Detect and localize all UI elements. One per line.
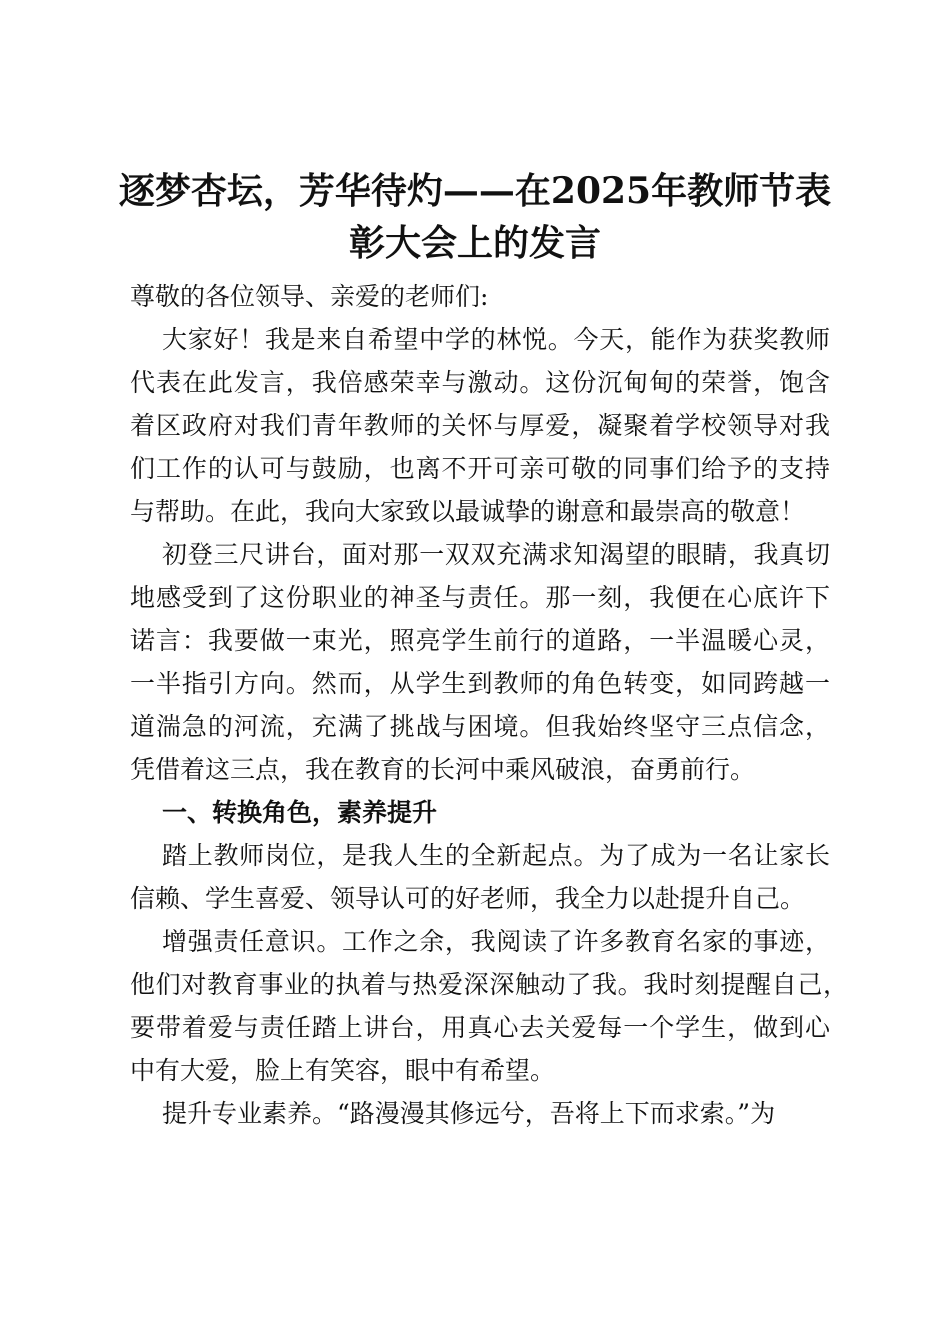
text-line: 中有大爱，脸上有笑容，眼中有希望。 — [130, 1056, 556, 1085]
title-line: 逐梦杏坛，芳华待灼——在2025年教师节表 — [118, 170, 832, 212]
text-line: 道湍急的河流，充满了挑战与困境。但我始终坚守三点信念， — [130, 712, 830, 741]
text-line: 踏上教师岗位，是我人生的全新起点。为了成为一名让家长 — [162, 841, 830, 870]
text-line: 初登三尺讲台，面对那一双双充满求知渴望的眼睛，我真切 — [162, 540, 830, 569]
document-title — [115, 165, 835, 269]
paragraph — [130, 1094, 830, 1137]
text-line: 增强责任意识。工作之余，我阅读了许多教育名家的事迹， — [162, 927, 830, 956]
document-body — [130, 277, 848, 1137]
text-line: 提升专业素养。“路漫漫其修远兮，吾将上下而求索。”为 — [162, 1099, 776, 1128]
paragraph — [130, 535, 830, 793]
paragraph — [130, 836, 830, 922]
text-line: 地感受到了这份职业的神圣与责任。那一刻，我便在心底许下 — [130, 583, 830, 612]
paragraph — [130, 320, 830, 535]
text-line: 大家好！我是来自希望中学的林悦。今天，能作为获奖教师 — [162, 325, 830, 354]
title-line: 彰大会上的发言 — [348, 222, 601, 264]
text-line: 要带着爱与责任踏上讲台，用真心去关爱每一个学生，做到心 — [130, 1013, 830, 1042]
greeting: 尊敬的各位领导、亲爱的老师们: — [130, 282, 489, 311]
text-line: 一半指引方向。然而，从学生到教师的角色转变，如同跨越一 — [130, 669, 830, 698]
text-line: 与帮助。在此，我向大家致以最诚挚的谢意和最崇高的敬意！ — [130, 497, 806, 526]
text-line: 诺言：我要做一束光，照亮学生前行的道路，一半温暖心灵， — [130, 626, 830, 655]
text-line: 凭借着这三点，我在教育的长河中乘风破浪，奋勇前行。 — [130, 755, 756, 784]
paragraph — [130, 922, 848, 1094]
text-line: 代表在此发言，我倍感荣幸与激动。这份沉甸甸的荣誉，饱含 — [130, 368, 830, 397]
text-line: 他们对教育事业的执着与热爱深深触动了我。我时刻提醒自己， — [130, 970, 848, 999]
text-line: 信赖、学生喜爱、领导认可的好老师，我全力以赴提升自己。 — [130, 884, 806, 913]
text-line: 着区政府对我们青年教师的关怀与厚爱，凝聚着学校领导对我 — [130, 411, 830, 440]
text-line: 们工作的认可与鼓励，也离不开可亲可敬的同事们给予的支持 — [130, 454, 830, 483]
text-line: 一、转换角色，素养提升 — [162, 798, 438, 827]
section-heading — [130, 793, 830, 836]
